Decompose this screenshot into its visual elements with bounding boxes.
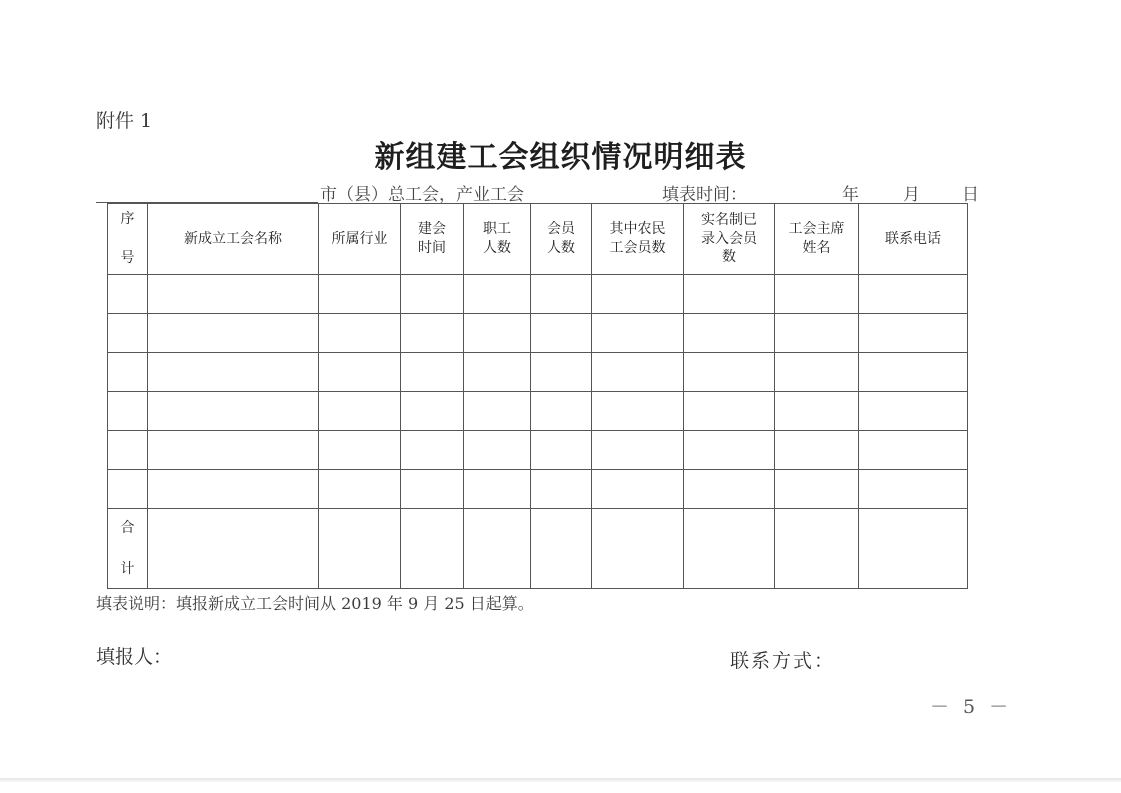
header-founded — [401, 204, 464, 275]
total-label-cell — [108, 509, 148, 589]
fill-instructions: 填表说明：填报新成立工会时间从 2019 年 9 月 25 日起算。 — [96, 594, 534, 613]
day-label: 日 — [962, 185, 979, 205]
fill-time-label: 填表时间： — [662, 185, 747, 205]
year-label: 年 — [842, 185, 859, 205]
header-realname-line3: 数 — [722, 249, 736, 266]
header-phone: 联系电话 — [859, 204, 968, 275]
table-row — [108, 353, 968, 392]
header-farmers-line1: 其中农民 — [609, 221, 666, 238]
table-row — [108, 314, 968, 353]
union-detail-table — [107, 203, 968, 589]
scan-edge-shadow — [0, 778, 1121, 782]
header-seq-line1: 序 — [120, 211, 135, 227]
header-realname-line1: 实名制已 — [701, 211, 757, 228]
header-members-line2: 人数 — [547, 240, 575, 256]
header-realname-line2: 录入会员 — [701, 230, 757, 247]
table-row — [108, 275, 968, 314]
header-chair-line1: 工会主席 — [788, 221, 845, 238]
attachment-label: 附件 1 — [96, 110, 153, 132]
header-seq — [108, 204, 148, 275]
filler-label: 填报人： — [96, 646, 173, 668]
header-farmers — [592, 204, 684, 275]
table-row — [108, 470, 968, 509]
header-name: 新成立工会名称 — [148, 204, 319, 275]
page-number: － 5 － — [930, 696, 1013, 718]
table-header-row — [108, 204, 968, 275]
header-staff-line2: 人数 — [483, 240, 511, 256]
document-title: 新组建工会组织情况明细表 — [374, 140, 747, 175]
header-seq-line2: 号 — [120, 250, 135, 267]
header-chair — [775, 204, 859, 275]
header-staff-line1: 职工 — [483, 221, 511, 238]
table-row — [108, 392, 968, 431]
month-label: 月 — [903, 185, 920, 205]
contact-label: 联系方式： — [730, 650, 836, 672]
header-farmers-line2: 工会员数 — [609, 240, 666, 256]
total-label-line1: 合 — [120, 519, 135, 536]
header-founded-line1: 建会 — [418, 221, 446, 238]
header-members — [531, 204, 592, 275]
union-label: 市（县）总工会，产业工会 — [320, 185, 524, 205]
header-founded-line2: 时间 — [418, 240, 446, 256]
header-members-line1: 会员 — [547, 221, 575, 238]
header-chair-line2: 姓名 — [802, 240, 831, 256]
table-row — [108, 431, 968, 470]
total-label-line2: 计 — [120, 560, 135, 577]
header-staff — [464, 204, 531, 275]
header-realname — [684, 204, 775, 275]
total-row — [108, 509, 968, 589]
header-industry: 所属行业 — [319, 204, 401, 275]
